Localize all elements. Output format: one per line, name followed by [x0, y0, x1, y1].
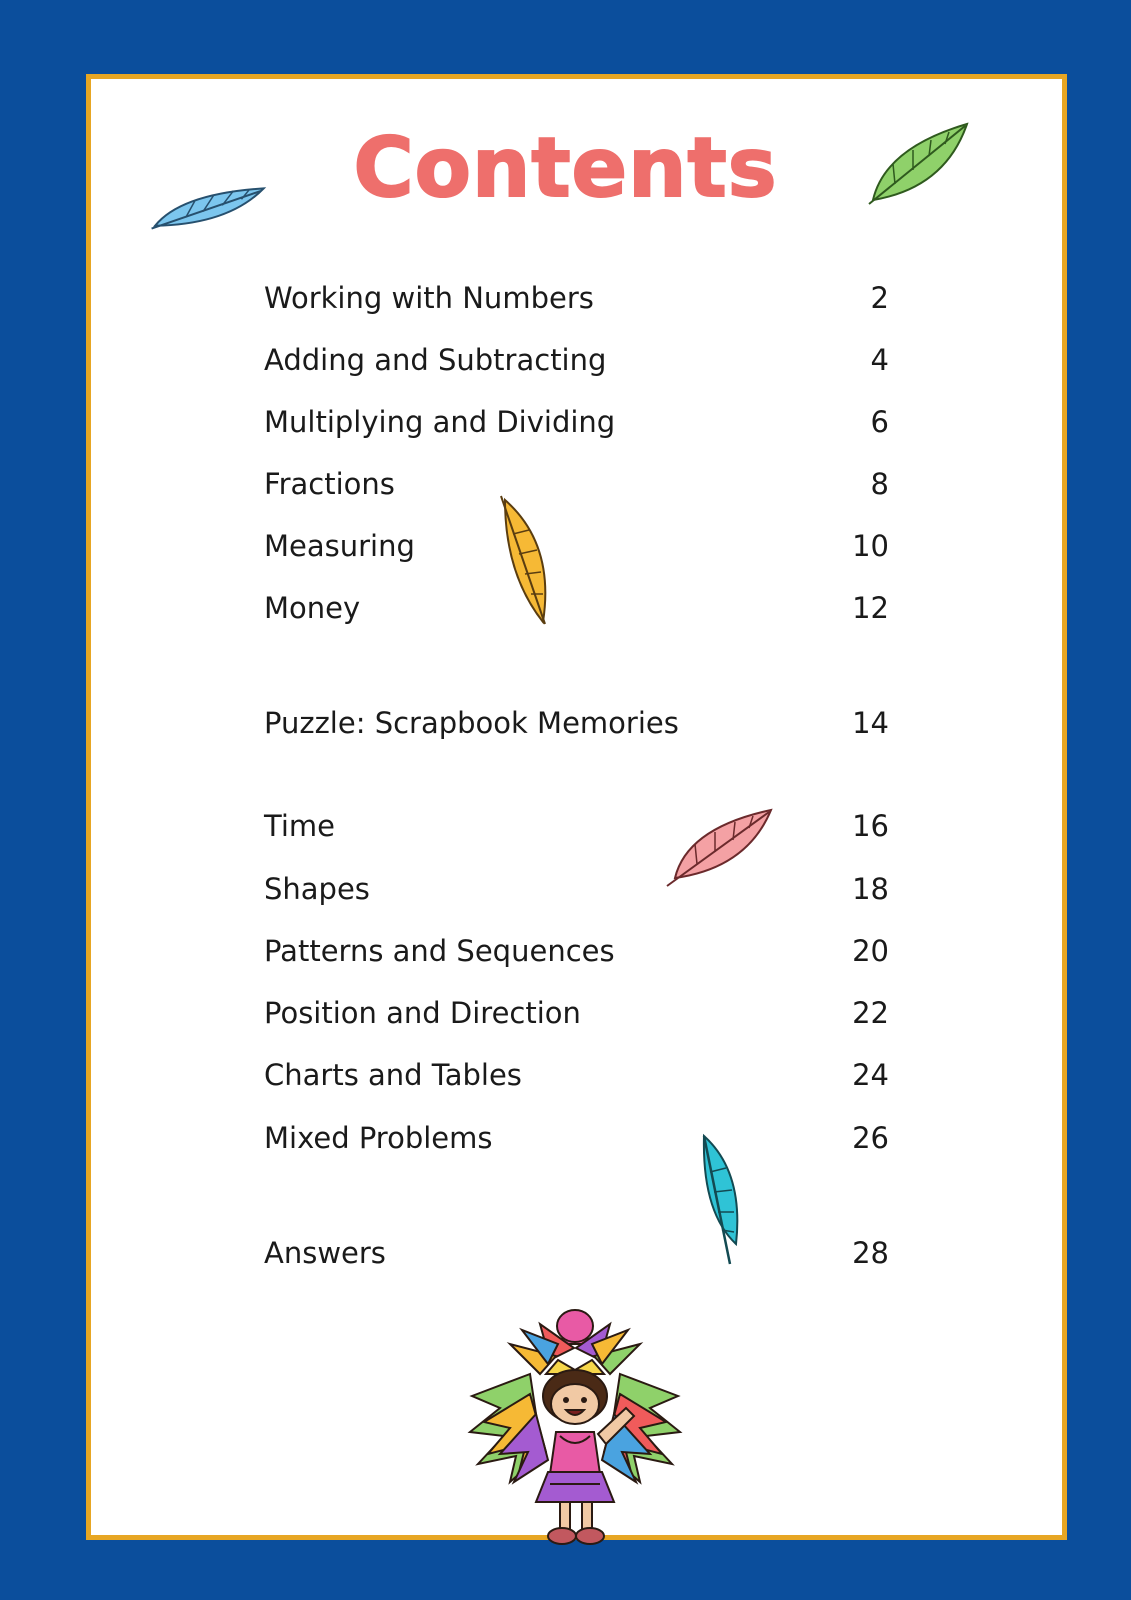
toc-page-number: 16	[852, 809, 889, 843]
toc-page-number: 8	[870, 467, 889, 501]
toc-label: Money	[264, 591, 361, 625]
toc-label: Multiplying and Dividing	[264, 405, 616, 439]
green-feather-icon	[865, 118, 975, 208]
toc-page-number: 14	[852, 706, 889, 740]
toc-label: Answers	[264, 1236, 386, 1270]
toc-row	[264, 529, 889, 563]
toc-row	[264, 934, 889, 968]
toc-label: Measuring	[264, 529, 415, 563]
toc-label: Mixed Problems	[264, 1121, 493, 1155]
toc-page-number: 26	[852, 1121, 889, 1155]
toc-page-number: 28	[852, 1236, 889, 1270]
toc-label: Working with Numbers	[264, 281, 594, 315]
toc-label: Fractions	[264, 467, 395, 501]
toc-page-number: 22	[852, 996, 889, 1030]
toc-label: Time	[264, 809, 335, 843]
toc-page-number: 4	[870, 343, 889, 377]
carnival-girl-illustration	[470, 1304, 680, 1550]
toc-row	[264, 591, 889, 625]
toc-row	[264, 1121, 889, 1155]
yellow-feather-icon	[497, 494, 557, 628]
toc-row	[264, 343, 889, 377]
toc-label: Position and Direction	[264, 996, 581, 1030]
toc-page-number: 24	[852, 1058, 889, 1092]
toc-label: Adding and Subtracting	[264, 343, 607, 377]
teal-feather-icon	[696, 1132, 748, 1268]
toc-row	[264, 706, 889, 740]
toc-row	[264, 281, 889, 315]
toc-row	[264, 996, 889, 1030]
toc-row	[264, 809, 889, 843]
toc-page-number: 18	[852, 872, 889, 906]
toc-row	[264, 1058, 889, 1092]
toc-page-number: 6	[870, 405, 889, 439]
toc-label: Charts and Tables	[264, 1058, 522, 1092]
toc-label: Shapes	[264, 872, 370, 906]
toc-row	[264, 467, 889, 501]
pink-feather-icon	[665, 806, 777, 890]
toc-page-number: 2	[870, 281, 889, 315]
toc-row	[264, 405, 889, 439]
page-title: Contents	[353, 121, 778, 216]
blue-feather-icon	[145, 180, 275, 240]
toc-page-number: 20	[852, 934, 889, 968]
toc-page-number: 10	[852, 529, 889, 563]
toc-row	[264, 872, 889, 906]
toc-page-number: 12	[852, 591, 889, 625]
toc-label: Puzzle: Scrapbook Memories	[264, 706, 679, 740]
toc-row	[264, 1236, 889, 1270]
toc-label: Patterns and Sequences	[264, 934, 615, 968]
